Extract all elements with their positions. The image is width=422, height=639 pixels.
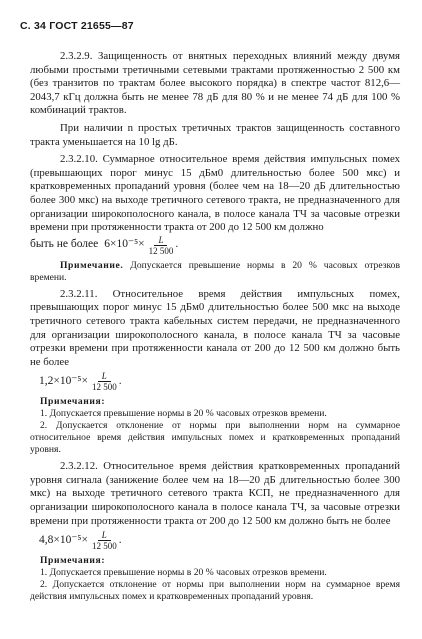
notes-2-item-2: 2. Допускается отклонение от нормы при выполнении норм на суммарное относительное время действия импульсных помех и кратковременных пропаданий уровня. <box>30 420 400 456</box>
notes-2-heading: Примечания: <box>40 396 106 408</box>
formula-1-denominator: 12 500 <box>148 245 174 256</box>
notes-2-item-1: 1. Допускается превышение нормы в 20 % часовых отрезков времени. <box>40 408 327 420</box>
formula-2-end: . <box>118 374 122 387</box>
note-clause-2-3-2-10 <box>30 260 400 284</box>
formula-1-numerator: L <box>154 235 167 246</box>
formula-3-numerator: L <box>98 530 111 541</box>
clause-2-3-2-9-composite: При наличии n простых третичных трактов защищенность составного тракта уменьшается на 10 lg дБ. <box>30 121 400 148</box>
page-content <box>30 50 400 603</box>
formula-1-coefficient: 6×10⁻⁵× <box>104 238 145 251</box>
clause-2-3-2-11: 2.3.2.11. Относительное время действия импульсных помех, превышающих порог минус 15 дБм0 длительностью более 500 мкс на выходе третичного сетевого тракта кабельных систем передачи, не предназначенного для организации широкополосного канала, в полосе канала ТЧ за часовые отрезки времени при протяженности канала от 200 до 12 500 км должно быть не более <box>30 287 400 368</box>
formula-3-coefficient: 4,8×10⁻⁵× <box>39 533 88 546</box>
formula-1 <box>30 235 400 256</box>
clause-2-3-2-12: 2.3.2.12. Относительное время действия кратковременных пропаданий уровня сигнала (занижение более чем на 18—20 дБ длительностью более 300 мкс) на выходе третичного сетевого тракта КСП, не предназначенного для организации широкополосного канала в полосе канала ТЧ, за часовые отрезки времени при протяженности тракта от 200 до 12 500 км должно быть не более <box>30 460 400 527</box>
formula-1-end: . <box>175 238 179 251</box>
note-text: Допускается превышение нормы в 20 % часовых отрезков времени. <box>30 259 400 283</box>
notes-3-item-2: 2. Допускается отклонение от нормы при выполнении норм на суммарное время действия импульсных помех и кратковременных пропаданий уровня. <box>30 579 400 603</box>
page-header: С. 34 ГОСТ 21655—87 <box>20 20 134 32</box>
formula-3 <box>39 530 400 551</box>
clause-2-3-2-9: 2.3.2.9. Защищенность от внятных переходных влияний между двумя любыми простыми третичными сетевыми трактами протяженностью 2 500 км (без транзитов по трактам более высокого порядка) в спектре частот 812,6—2043,7 кГц должна быть не менее 78 дБ для 80 % и не менее 74 дБ для 100 % комбинаций трактов. <box>30 50 400 117</box>
formula-3-fraction <box>90 530 119 551</box>
formula-2-numerator: L <box>98 371 111 382</box>
formula-2 <box>39 371 400 392</box>
formula-2-denominator: 12 500 <box>91 382 117 393</box>
formula-2-coefficient: 1,2×10⁻⁵× <box>39 374 88 387</box>
note-lead: Примечание. <box>60 259 124 271</box>
formula-3-end: . <box>118 533 122 546</box>
formula-1-lead: быть не более <box>30 238 99 251</box>
formula-2-fraction <box>90 371 119 392</box>
formula-3-denominator: 12 500 <box>91 541 117 552</box>
notes-3-heading: Примечания: <box>40 555 106 567</box>
clause-2-3-2-10: 2.3.2.10. Суммарное относительное время действия импульсных помех (превышающих порог минус 15 дБм0 длительностью более 500 мкс) и кратковременных пропаданий уровня (более чем на 18—20 дБ длительностью более 300 мкс) на выходе третичного сетевого тракта, не предназначенного для организации широкополосного канала, в полосе канала ТЧ за часовые отрезки времени при протяженности тракта от 200 до 12 500 км должно <box>30 153 400 234</box>
formula-1-fraction <box>147 234 179 256</box>
notes-3-item-1: 1. Допускается превышение нормы в 20 % часовых отрезков времени. <box>40 567 327 579</box>
